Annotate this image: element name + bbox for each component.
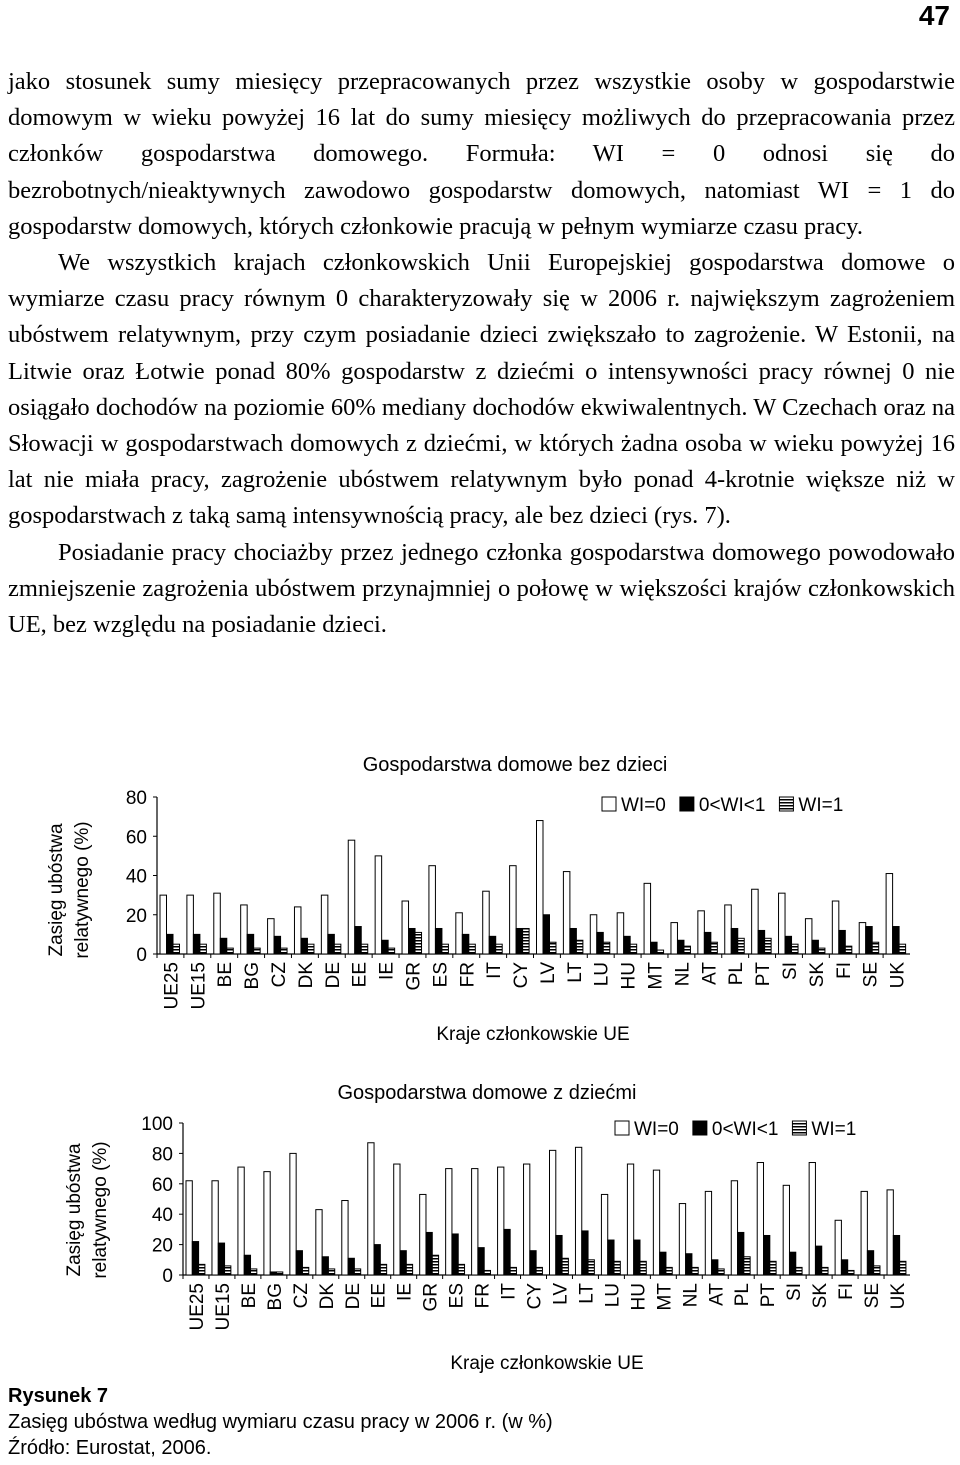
bar-lu-0-wi-1 [608, 1240, 614, 1275]
paragraph-2: We wszystkich krajach członkowskich Unii Europejskiej gospodarstwa domowe o wymiarze czasu pracy równym 0 charakteryzowały się w 2006 r. największym zagrożeniem ubóstwem relatywnym, przy czym posiadanie dzieci zwiększało to zagrożenie. W Estonii, na Litwie oraz Łotwie ponad 80% gospodarstw z dziećmi o intensywności pracy równej 0 nie osiągało dochodów na poziomie 60% mediany dochodów ekwiwalentnych. W Czechach oraz na Słowacji w gospodarstwach domowych z dziećmi, w których żadna osoba w wieku powyżej 16 lat nie miała pracy, zagrożenie ubóstwem relatywnym było ponad 4-krotnie większe niż w gospodarstwach z taką samą intensywnością pracy, ale bez dzieci (rys. 7). [8, 249, 955, 530]
bar-sk-0-wi-1 [812, 940, 819, 954]
bar-cy-0-wi-1 [530, 1251, 536, 1275]
bar-lu-wi-0 [601, 1194, 607, 1275]
y-axis-label-line: Zasięg ubóstwa [46, 823, 67, 957]
bar-lt-0-wi-1 [570, 928, 577, 954]
bar-se-wi-1 [874, 1266, 880, 1275]
y-tick-label: 40 [151, 1205, 173, 1227]
x-tick-label: MT [654, 1283, 676, 1311]
figure-title: Zasięg ubóstwa według wymiaru czasu pracy w 2006 r. (w %) [8, 1411, 553, 1433]
x-tick-label: GR [403, 962, 425, 991]
bar-bg-wi-0 [241, 905, 248, 954]
bar-pl-wi-0 [731, 1181, 737, 1275]
bar-pt-wi-1 [765, 938, 772, 954]
figure-caption [8, 1383, 553, 1461]
x-tick-label: SI [779, 962, 801, 980]
bar-ue15-0-wi-1 [218, 1243, 224, 1275]
bar-es-0-wi-1 [452, 1234, 458, 1275]
bar-lt-wi-0 [563, 872, 570, 954]
y-tick-label: 20 [125, 905, 147, 927]
bar-bg-wi-1 [276, 1272, 282, 1275]
bar-si-wi-1 [792, 944, 799, 954]
bar-hu-wi-1 [640, 1261, 646, 1275]
bar-ee-0-wi-1 [355, 927, 362, 954]
bar-fi-wi-1 [845, 946, 852, 954]
x-tick-label: DK [316, 1283, 338, 1310]
bar-lt-0-wi-1 [582, 1231, 588, 1275]
bar-bg-0-wi-1 [270, 1272, 276, 1275]
x-tick-label: FI [833, 962, 855, 979]
x-tick-label: ES [430, 962, 452, 988]
bar-mt-wi-0 [653, 1170, 659, 1275]
bar-lu-0-wi-1 [597, 932, 604, 954]
bar-lv-0-wi-1 [543, 915, 550, 954]
bar-cz-0-wi-1 [296, 1251, 302, 1275]
x-tick-label: SE [860, 962, 882, 988]
x-tick-label: SE [862, 1283, 884, 1309]
y-tick-label: 60 [151, 1174, 173, 1196]
bar-si-wi-1 [796, 1267, 802, 1275]
bar-fi-wi-0 [835, 1220, 841, 1275]
bar-fi-wi-1 [848, 1270, 854, 1275]
bar-lu-wi-0 [590, 915, 597, 954]
bar-pl-0-wi-1 [738, 1232, 744, 1275]
bar-es-wi-1 [442, 944, 449, 954]
bar-it-0-wi-1 [489, 936, 496, 954]
bar-si-wi-0 [783, 1185, 789, 1275]
y-tick-label: 80 [151, 1144, 173, 1166]
bar-mt-0-wi-1 [660, 1252, 666, 1275]
x-tick-label: AT [706, 1283, 728, 1306]
page-number: 47 [918, 0, 950, 31]
bar-fr-wi-1 [484, 1270, 490, 1275]
chart-title: Gospodarstwa domowe z dziećmi [337, 1082, 637, 1104]
x-tick-label: UE15 [188, 962, 210, 1010]
bar-cz-0-wi-1 [274, 936, 281, 954]
bar-fi-wi-0 [832, 901, 839, 954]
bar-cy-0-wi-1 [516, 928, 523, 954]
bar-de-0-wi-1 [328, 934, 335, 954]
bar-at-0-wi-1 [712, 1260, 718, 1275]
bar-sk-wi-0 [809, 1163, 815, 1275]
bar-nl-wi-0 [671, 923, 678, 954]
bar-lt-wi-1 [576, 940, 583, 954]
bar-pt-wi-0 [752, 889, 759, 954]
bar-lv-wi-1 [550, 942, 557, 954]
legend-swatch-wi-0 [615, 1121, 629, 1135]
bar-ee-0-wi-1 [374, 1245, 380, 1275]
bar-fr-0-wi-1 [478, 1248, 484, 1275]
bar-gr-0-wi-1 [426, 1232, 432, 1275]
bar-at-wi-1 [711, 942, 718, 954]
bar-be-0-wi-1 [220, 938, 227, 954]
x-tick-label: NL [672, 962, 694, 987]
x-tick-label: SK [810, 1283, 832, 1309]
bar-se-0-wi-1 [866, 927, 873, 954]
x-tick-label: DK [295, 962, 317, 989]
bar-fr-wi-0 [456, 913, 463, 954]
bar-uk-wi-1 [899, 944, 906, 954]
bar-bg-wi-0 [264, 1172, 270, 1275]
x-tick-label: HU [628, 1283, 650, 1311]
x-tick-label: BG [264, 1283, 286, 1311]
y-axis-label-line: relatywnego (%) [72, 821, 93, 959]
legend-label: 0<WI<1 [698, 795, 766, 816]
bar-dk-0-wi-1 [301, 938, 308, 954]
bar-cy-wi-1 [523, 928, 530, 954]
bar-hu-0-wi-1 [624, 936, 631, 954]
bar-es-wi-0 [446, 1169, 452, 1275]
legend-swatch-0-wi-1 [693, 1121, 707, 1135]
bar-se-0-wi-1 [867, 1251, 873, 1275]
x-tick-label: AT [699, 962, 721, 985]
bar-gr-wi-0 [402, 901, 409, 954]
bar-uk-0-wi-1 [893, 1235, 899, 1275]
x-tick-label: SI [784, 1283, 806, 1301]
bar-mt-0-wi-1 [651, 942, 658, 954]
paragraph-1: jako stosunek sumy miesięcy przepracowanych przez wszystkie osoby w gospodarstwie domowym w wieku powyżej 16 lat do sumy miesięcy możliwych do przepracowania przez członków gospodarstwa domowego. Formuła: WI = 0 odnosi się do bezrobotnych/nieaktywnych zawodowo gospodarstw domowych, natomiast WI = 1 do gospodarstw domowych, których członkowie pracują w pełnym wymiarze czasu pracy. [8, 68, 955, 240]
x-tick-label: LU [591, 962, 613, 987]
x-tick-label: ES [446, 1283, 468, 1309]
bar-hu-0-wi-1 [634, 1240, 640, 1275]
bar-se-wi-1 [872, 942, 879, 954]
bar-ue15-wi-0 [187, 895, 194, 954]
x-tick-label: IT [484, 962, 506, 979]
y-tick-label: 40 [125, 866, 147, 888]
y-tick-label: 0 [136, 945, 147, 966]
chart-with-children-svg [0, 1075, 960, 1380]
x-tick-label: EE [349, 962, 371, 988]
figure-label: Rysunek 7 [8, 1385, 109, 1407]
legend-swatch-0-wi-1 [680, 797, 694, 811]
x-tick-label: CZ [290, 1283, 312, 1309]
bar-lu-wi-1 [614, 1261, 620, 1275]
bar-ie-0-wi-1 [382, 940, 389, 954]
bar-uk-wi-1 [900, 1261, 906, 1275]
bar-mt-wi-0 [644, 883, 651, 954]
x-tick-label: NL [680, 1283, 702, 1308]
bar-gr-0-wi-1 [409, 928, 416, 954]
bar-sk-wi-0 [805, 919, 812, 954]
bar-si-0-wi-1 [789, 1252, 795, 1275]
bar-uk-wi-0 [886, 874, 893, 954]
bar-cy-wi-0 [510, 866, 517, 954]
y-tick-label: 80 [125, 788, 147, 809]
x-tick-label: UE25 [186, 1283, 208, 1331]
bar-lv-wi-0 [537, 821, 544, 954]
bar-it-0-wi-1 [504, 1229, 510, 1275]
bar-it-wi-1 [510, 1267, 516, 1275]
legend-label: WI=0 [634, 1119, 679, 1140]
bar-ue15-wi-1 [225, 1266, 231, 1275]
legend-swatch-wi-1 [792, 1121, 806, 1135]
bar-ie-wi-1 [406, 1264, 412, 1275]
bar-at-wi-0 [698, 911, 705, 954]
bar-hu-wi-1 [630, 944, 637, 954]
bar-mt-wi-1 [666, 1267, 672, 1275]
bar-sk-wi-1 [822, 1267, 828, 1275]
bar-bg-0-wi-1 [247, 934, 254, 954]
bar-lv-wi-1 [562, 1258, 568, 1275]
x-tick-label: PT [758, 1283, 780, 1308]
bar-nl-wi-1 [692, 1267, 698, 1275]
bar-lv-0-wi-1 [556, 1235, 562, 1275]
bar-de-wi-1 [334, 944, 341, 954]
bar-it-wi-0 [483, 891, 490, 954]
bar-nl-0-wi-1 [677, 940, 684, 954]
chart-with-children [0, 1075, 960, 1380]
x-tick-label: LT [564, 962, 586, 983]
bar-cz-wi-1 [302, 1267, 308, 1275]
bar-pl-0-wi-1 [731, 928, 738, 954]
bar-it-wi-1 [496, 944, 503, 954]
bar-ue15-wi-1 [200, 944, 207, 954]
bar-fr-wi-0 [472, 1169, 478, 1275]
bar-si-wi-0 [779, 893, 786, 954]
x-tick-label: LV [550, 1283, 572, 1305]
bar-be-wi-1 [227, 948, 234, 954]
bar-uk-0-wi-1 [893, 927, 900, 954]
bar-be-0-wi-1 [244, 1255, 250, 1275]
x-tick-label: UK [888, 1283, 910, 1310]
bar-ee-wi-1 [361, 944, 368, 954]
x-tick-label: PL [726, 962, 748, 986]
bar-nl-wi-1 [684, 946, 691, 954]
bar-mt-wi-1 [657, 950, 664, 954]
x-tick-label: UE25 [161, 962, 183, 1010]
bar-it-wi-0 [498, 1167, 504, 1275]
bar-ue25-0-wi-1 [192, 1242, 198, 1275]
bar-de-0-wi-1 [348, 1258, 354, 1275]
bar-pt-wi-0 [757, 1163, 763, 1275]
body-text [8, 64, 955, 643]
bar-bg-wi-1 [254, 948, 261, 954]
bar-ie-wi-1 [388, 948, 395, 954]
chart-title: Gospodarstwa domowe bez dzieci [362, 754, 668, 776]
bar-se-wi-0 [859, 923, 866, 954]
x-tick-label: CZ [269, 962, 291, 988]
bar-ee-wi-0 [368, 1143, 374, 1275]
x-tick-label: CY [511, 962, 533, 989]
bar-lv-wi-0 [550, 1150, 556, 1275]
bar-sk-0-wi-1 [815, 1246, 821, 1275]
bar-gr-wi-1 [432, 1255, 438, 1275]
bar-be-wi-0 [214, 893, 221, 954]
bar-ie-wi-0 [375, 856, 382, 954]
bar-pl-wi-1 [744, 1257, 750, 1275]
bar-at-wi-0 [705, 1191, 711, 1275]
bar-at-wi-1 [718, 1269, 724, 1275]
legend-label: WI=1 [811, 1119, 857, 1140]
bar-fr-wi-1 [469, 944, 476, 954]
bar-ie-wi-0 [394, 1164, 400, 1275]
bar-at-0-wi-1 [704, 932, 711, 954]
x-tick-label: DE [342, 1283, 364, 1310]
bar-fi-0-wi-1 [839, 930, 846, 954]
bar-gr-wi-0 [420, 1194, 426, 1275]
bar-uk-wi-0 [887, 1190, 893, 1275]
bar-pl-wi-1 [738, 938, 745, 954]
x-tick-label: FR [457, 962, 479, 988]
bar-de-wi-0 [342, 1201, 348, 1275]
legend-label: 0<WI<1 [711, 1119, 779, 1140]
bar-pl-wi-0 [725, 905, 732, 954]
bar-hu-wi-0 [617, 913, 624, 954]
bar-si-0-wi-1 [785, 936, 792, 954]
bar-nl-0-wi-1 [686, 1254, 692, 1275]
bar-dk-wi-1 [307, 944, 314, 954]
bar-de-wi-0 [321, 895, 328, 954]
legend-label: WI=1 [798, 795, 844, 816]
bar-dk-wi-0 [316, 1210, 322, 1275]
bar-ee-wi-1 [380, 1264, 386, 1275]
x-tick-label: LV [537, 962, 559, 984]
bar-fi-0-wi-1 [841, 1260, 847, 1275]
figure-source: Źródło: Eurostat, 2006. [8, 1437, 212, 1459]
bar-es-wi-0 [429, 866, 436, 954]
x-tick-label: HU [618, 962, 640, 990]
bar-gr-wi-1 [415, 932, 422, 954]
bar-be-wi-0 [238, 1167, 244, 1275]
bar-nl-wi-0 [679, 1204, 685, 1275]
y-axis-label-line: relatywnego (%) [90, 1141, 111, 1279]
x-tick-label: GR [420, 1283, 442, 1312]
bar-dk-wi-0 [294, 907, 301, 954]
chart-without-children-svg [0, 745, 960, 1065]
x-tick-label: IT [498, 1283, 520, 1300]
y-tick-label: 0 [162, 1266, 173, 1287]
bar-cz-wi-0 [290, 1153, 296, 1275]
bar-cy-wi-0 [524, 1164, 530, 1275]
bar-dk-0-wi-1 [322, 1257, 328, 1275]
paragraph-3: Posiadanie pracy chociażby przez jednego członka gospodarstwa domowego powodowało zmniejszenie zagrożenia ubóstwem przynajmniej o połowę w większości krajów członkowskich UE, bez względu na posiadanie dzieci. [8, 538, 955, 639]
x-axis-label: Kraje członkowskie UE [436, 1024, 630, 1045]
bar-sk-wi-1 [818, 948, 825, 954]
chart-without-children [0, 745, 960, 1065]
bar-ie-0-wi-1 [400, 1251, 406, 1275]
x-tick-label: LU [602, 1283, 624, 1308]
x-tick-label: IE [376, 962, 398, 980]
y-axis-label-line: Zasięg ubóstwa [64, 1143, 85, 1277]
x-tick-label: EE [368, 1283, 390, 1309]
legend-swatch-wi-1 [779, 797, 793, 811]
y-axis-label [64, 1141, 111, 1278]
bar-ue25-wi-0 [160, 895, 167, 954]
bar-lt-wi-0 [575, 1147, 581, 1275]
bar-cz-wi-1 [281, 948, 288, 954]
y-axis-label [46, 821, 93, 958]
x-tick-label: BE [215, 962, 237, 988]
bar-ee-wi-0 [348, 840, 355, 954]
bar-lt-wi-1 [588, 1260, 594, 1275]
bar-cz-wi-0 [268, 919, 275, 954]
legend-label: WI=0 [621, 795, 666, 816]
x-tick-label: SK [806, 962, 828, 988]
bar-es-wi-1 [458, 1264, 464, 1275]
x-tick-label: BG [242, 962, 264, 990]
bar-lu-wi-1 [603, 942, 610, 954]
x-tick-label: FI [836, 1283, 858, 1300]
x-tick-label: PL [732, 1283, 754, 1307]
x-tick-label: IE [394, 1283, 416, 1301]
x-tick-label: PT [753, 962, 775, 987]
bar-pt-0-wi-1 [764, 1235, 770, 1275]
x-tick-label: FR [472, 1283, 494, 1309]
bar-es-0-wi-1 [435, 928, 442, 954]
bar-de-wi-1 [354, 1269, 360, 1275]
x-axis-label: Kraje członkowskie UE [450, 1353, 644, 1374]
legend-swatch-wi-0 [602, 797, 616, 811]
bar-pt-wi-1 [770, 1261, 776, 1275]
bar-ue25-wi-0 [186, 1181, 192, 1275]
y-tick-label: 60 [125, 827, 147, 849]
x-tick-label: DE [322, 962, 344, 989]
x-tick-label: MT [645, 962, 667, 990]
x-tick-label: UE15 [212, 1283, 234, 1331]
x-tick-label: CY [524, 1283, 546, 1310]
bar-ue25-0-wi-1 [167, 934, 174, 954]
bar-ue15-0-wi-1 [193, 934, 200, 954]
y-tick-label: 20 [151, 1235, 173, 1257]
bar-pt-0-wi-1 [758, 930, 765, 954]
bar-fr-0-wi-1 [462, 934, 469, 954]
bar-ue15-wi-0 [212, 1181, 218, 1275]
x-tick-label: LT [576, 1283, 598, 1304]
bar-ue25-wi-1 [173, 944, 180, 954]
bar-dk-wi-1 [328, 1269, 334, 1275]
bar-ue25-wi-1 [199, 1264, 205, 1275]
x-tick-label: BE [238, 1283, 260, 1309]
bar-hu-wi-0 [627, 1164, 633, 1275]
y-tick-label: 100 [141, 1114, 173, 1135]
x-tick-label: UK [887, 962, 909, 989]
bar-cy-wi-1 [536, 1267, 542, 1275]
bar-be-wi-1 [251, 1269, 257, 1275]
bar-se-wi-0 [861, 1191, 867, 1275]
